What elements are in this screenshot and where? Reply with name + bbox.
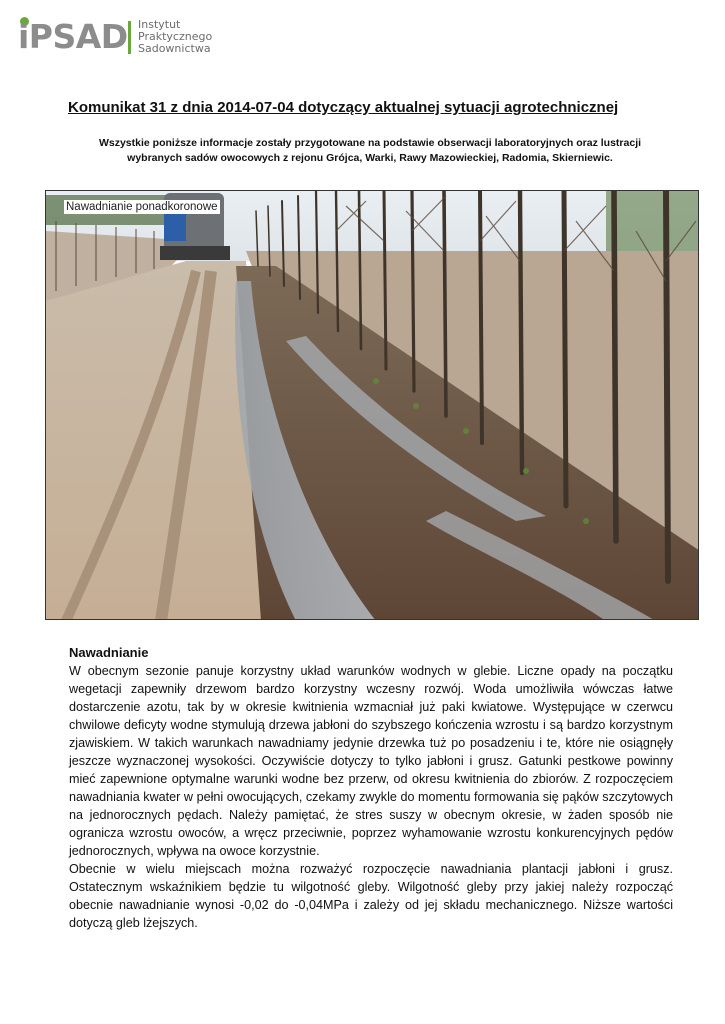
photo-illustration bbox=[46, 191, 699, 620]
logo-line-2: Praktycznego bbox=[138, 30, 213, 43]
document-title: Komunikat 31 z dnia 2014-07-04 dotyczący aktualnej sytuacji agrotechnicznej bbox=[68, 99, 619, 116]
logo-line-3: Sadownictwa bbox=[138, 42, 211, 55]
paragraph-2: Obecnie w wielu miejscach można rozważyć rozpoczęcie nawadniania plantacji jabłoni i grusz. Ostatecznym wskaźnikiem będzie tu wilgotność gleby. Wilgotność gleby przy jakiej należy rozpocząć obecnie nawadnianie wynosi -0,02 do -0,04MPa i zależy od jej składu mechanicznego. Niższe wartości dotyczą gleb lżejszych. bbox=[69, 862, 673, 930]
orchard-irrigation-photo bbox=[45, 190, 699, 620]
logo-line-1: Instytut bbox=[138, 18, 181, 31]
intro-note: Wszystkie poniższe informacje zostały przygotowane na podstawie obserwacji laboratoryjnych oraz lustracji wybranych sadów owocowych z rejonu Grójca, Warki, Rawy Mazowieckiej, Radomia, Skierniewic. bbox=[98, 137, 642, 164]
paragraph-1: W obecnym sezonie panuje korzystny układ warunków wodnych w glebie. Liczne opady na początku wegetacji zapewniły drzewom bardzo korzystny wczesny rozwój. Woda umożliwiła wówczas łatwe dostarczenie azotu, tak by w okresie kwitnienia wzmacniał już paki kwiatowe. Występujące w czerwcu chwilowe deficyty wodne stymulują drzewa jabłoni do szybszego kończenia wzrostu i są bardzo korzystnym zjawiskiem. W takich warunkach nawadniamy jedynie drzewka tuż po posadzeniu i te, które nie osiągnęły jeszcze wyznaczonej wysokości. Oczywiście dotyczy to tylko jabłoni i grusz. Gatunki pestkowe powinny mieć zapewnione optymalne warunki wodne bez przerw, od okresu kwitnienia do zbiorów. Z rozpoczęciem nawadniania kwater w pełni owocujących, czekamy zwykle do momentu formowania się pąków szczytowych na jednorocznych pędach. Należy pamiętać, że stres suszy w obecnym okresie, w żaden sposób nie ogranicza wzrostu owoców, a wręcz przeciwnie, poprzez wyhamowanie wzrostu konkurencyjnych pędów jednorocznych, wpływa na owoce korzystnie. bbox=[69, 664, 673, 858]
logo-wordmark: iPSAD bbox=[18, 17, 128, 56]
section-title: Nawadnianie bbox=[69, 645, 149, 660]
section-body bbox=[69, 662, 673, 932]
ipsad-logo bbox=[18, 15, 218, 57]
logo-divider bbox=[128, 21, 131, 54]
photo-caption: Nawadnianie ponadkoronowe bbox=[66, 201, 218, 213]
logo-institute-name bbox=[138, 19, 212, 55]
